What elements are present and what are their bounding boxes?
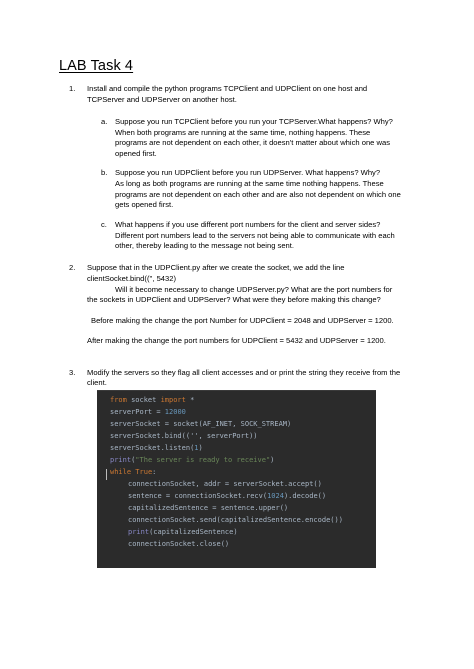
q1a-letter: a. (101, 117, 108, 126)
code-line-9: sentence = connectionSocket.recv(1024).decode() (128, 492, 327, 500)
q1a-line-4: opened first. (115, 149, 157, 158)
q1-line-2: TCPServer and UDPServer on another host. (87, 95, 237, 104)
q1a-line-3: programs are not dependent on each other, it doesn't matter about which one was (115, 138, 390, 147)
code-line-2: serverPort = 12000 (110, 408, 186, 416)
code-line-5: serverSocket.listen(1) (110, 444, 203, 452)
q1b-line-4: gets opened first. (115, 200, 174, 209)
q1-number: 1. (69, 84, 76, 93)
code-line-13: connectionSocket.close() (128, 540, 230, 548)
q1b-line-3: programs are not dependent on each other and are also not dependent on which one (115, 190, 401, 199)
q1b-letter: b. (101, 168, 108, 177)
q2-before-answer: Before making the change the port Number for UDPClient = 2048 and UDPServer = 1200. (91, 316, 394, 325)
q2-number: 2. (69, 263, 76, 272)
q1b-line-2: As long as both programs are running at the same time nothing happens. These (115, 179, 384, 188)
code-line-6: print("The server is ready to receive") (110, 456, 275, 464)
q2-line-4: the sockets in UDPClient and UDPServer? What were they before making this change? (87, 295, 381, 304)
q2-line-2: clientSocket.bind(('', 5432) (87, 274, 177, 283)
q2-line-3: Will it become necessary to change UDPServer.py? What are the port numbers for (115, 285, 393, 294)
code-line-10: capitalizedSentence = sentence.upper() (128, 504, 289, 512)
code-line-11: connectionSocket.send(capitalizedSentence.encode()) (128, 516, 343, 524)
q1c-line-3: other, thereby leading to the message not being sent. (115, 241, 294, 250)
q1b-line-1: Suppose you run UDPClient before you run UDPServer. What happens? Why? (115, 168, 381, 177)
code-line-12: print(capitalizedSentence) (128, 528, 238, 536)
q3-line-2: client. (87, 378, 107, 387)
q2-line-1: Suppose that in the UDPClient.py after we create the socket, we add the line (87, 263, 345, 272)
code-line-4: serverSocket.bind(('', serverPort)) (110, 432, 258, 440)
caret-marker (106, 469, 107, 480)
code-line-3: serverSocket = socket(AF_INET, SOCK_STREAM) (110, 420, 292, 428)
q1c-letter: c. (101, 220, 107, 229)
q2-after-answer: After making the change the port numbers for UDPClient = 5432 and UDPServer = 1200. (87, 336, 386, 345)
q1-line-1: Install and compile the python programs TCPClient and UDPClient on one host and (87, 84, 368, 93)
code-line-8: connectionSocket, addr = serverSocket.accept() (128, 480, 322, 488)
q1a-line-1: Suppose you run TCPClient before you run your TCPServer.What happens? Why? (115, 117, 393, 126)
code-line-1: from socket import * (110, 396, 195, 404)
q3-number: 3. (69, 368, 76, 377)
code-screenshot (97, 390, 376, 568)
q1c-line-1: What happens if you use different port numbers for the client and server sides? (115, 220, 381, 229)
q3-line-1: Modify the servers so they flag all client accesses and or print the string they receive from the (87, 368, 401, 377)
page-title: LAB Task 4 (59, 58, 134, 74)
q1a-line-2: When both programs are running at the same time, nothing happens. These (115, 128, 371, 137)
code-line-7: while True: (110, 468, 157, 476)
q1c-line-2: Different port numbers lead to the servers not being able to communicate with each (115, 231, 395, 240)
